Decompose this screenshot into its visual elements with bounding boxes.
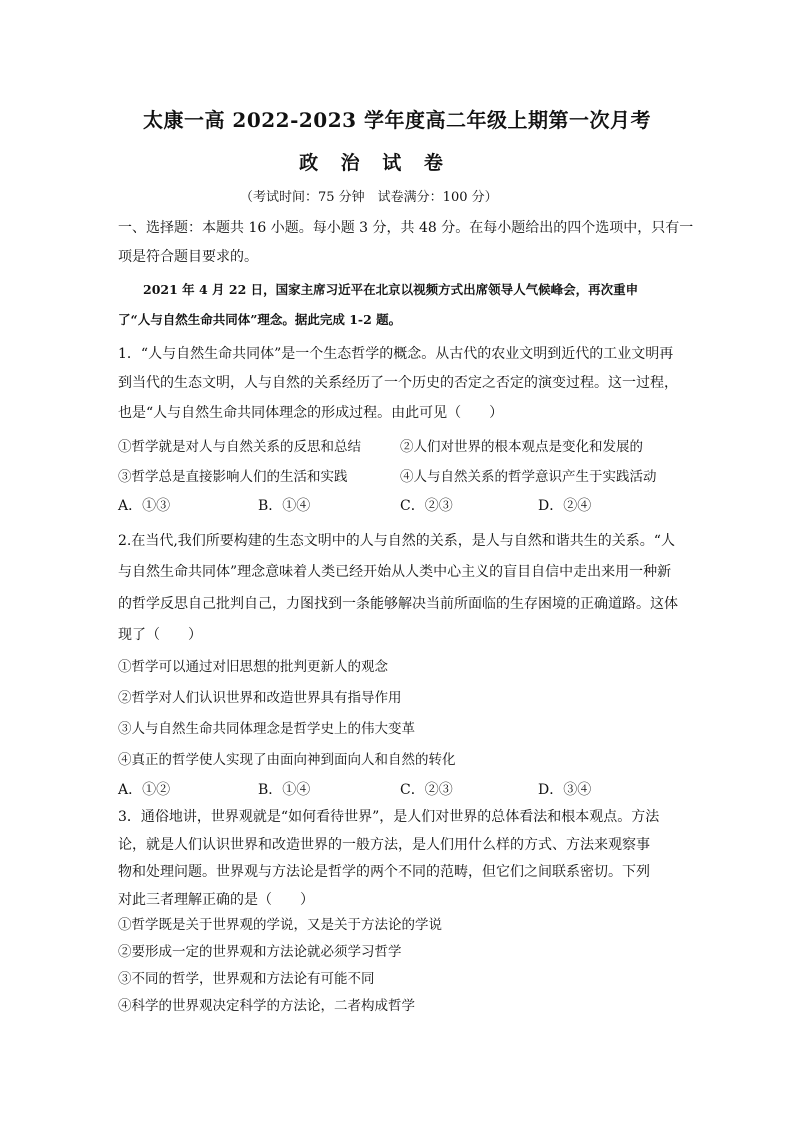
q1-statement-1: ①哲学就是对人与自然关系的反思和总结 bbox=[118, 439, 361, 455]
q2-stem-line-3: 的哲学反思自己批判自己，力图找到一条能够解决当前所面临的生存困境的正确道路。这体 bbox=[118, 596, 678, 612]
subject-title: 政 治 试 卷 bbox=[299, 152, 451, 174]
q3-stem-line-1: 3．通俗地讲，世界观就是“如何看待世界”，是人们对世界的总体看法和根本观点。方法 bbox=[118, 809, 660, 825]
exam-title: 太康一高 2022-2023 学年度高二年级上期第一次月考 bbox=[142, 108, 652, 132]
q1-stem-line-1: 1．“人与自然生命共同体”是一个生态哲学的概念。从古代的农业文明到近代的工业文明再 bbox=[118, 346, 674, 362]
q2-statement-1: ①哲学可以通过对旧思想的批判更新人的观念 bbox=[118, 659, 388, 675]
q2-choice-a: A．①② bbox=[118, 782, 171, 798]
q1-stem-line-3: 也是“人与自然生命共同体理念的形成过程。由此可见（ ） bbox=[118, 405, 504, 421]
q3-statement-3: ③不同的哲学，世界观和方法论有可能不同 bbox=[118, 971, 375, 987]
q3-stem-line-4: 对此三者理解正确的是（ ） bbox=[118, 892, 314, 908]
q3-stem-line-2: 论，就是人们认识世界和改造世界的一般方法，是人们用什么样的方式、方法来观察事 bbox=[118, 837, 650, 853]
exam-meta: （考试时间：75 分钟 试卷满分：100 分） bbox=[240, 190, 498, 205]
q1-stem-line-2: 到当代的生态文明，人与自然的关系经历了一个历史的否定之否定的演变过程。这一过程， bbox=[118, 375, 678, 391]
q2-choice-b: B．①④ bbox=[258, 782, 311, 798]
q2-stem-line-4: 现了（ ） bbox=[118, 627, 202, 643]
q2-choice-d: D．③④ bbox=[538, 782, 592, 798]
q2-statement-4: ④真正的哲学使人实现了由面向神到面向人和自然的转化 bbox=[118, 752, 456, 768]
section-intro-line-1: 一、选择题：本题共 16 小题。每小题 3 分，共 48 分。在每小题给出的四个选项中，只有一 bbox=[118, 220, 694, 236]
q2-stem-line-1: 2.在当代,我们所要构建的生态文明中的人与自然的关系，是人与自然和谐共生的关系。“人 bbox=[118, 533, 675, 549]
q2-statement-3: ③人与自然生命共同体理念是哲学史上的伟大变革 bbox=[118, 721, 415, 737]
q2-stem-line-2: 与自然生命共同体”理念意味着人类已经开始从人类中心主义的盲目自信中走出来用一种新 bbox=[118, 564, 672, 580]
q1-choice-c: C．②③ bbox=[400, 498, 453, 514]
q1-statement-2: ②人们对世界的根本观点是变化和发展的 bbox=[400, 439, 643, 455]
q1-choice-d: D．②④ bbox=[538, 498, 592, 514]
q3-statement-2: ②要形成一定的世界观和方法论就必须学习哲学 bbox=[118, 944, 402, 960]
q3-stem-line-3: 物和处理问题。世界观与方法论是哲学的两个不同的范畴，但它们之间联系密切。下列 bbox=[118, 864, 650, 880]
passage-line-1: 2021 年 4 月 22 日，国家主席习近平在北京以视频方式出席领导人气候峰会，再次重申 bbox=[118, 282, 639, 297]
q1-statement-3: ③哲学总是直接影响人们的生活和实践 bbox=[118, 469, 348, 485]
q1-statement-4: ④人与自然关系的哲学意识产生于实践活动 bbox=[400, 469, 657, 485]
q1-choice-a: A．①③ bbox=[118, 498, 171, 514]
passage-line-2: 了“人与自然生命共同体”理念。据此完成 1-2 题。 bbox=[118, 312, 402, 327]
q2-choice-c: C．②③ bbox=[400, 782, 453, 798]
q2-statement-2: ②哲学对人们认识世界和改造世界具有指导作用 bbox=[118, 690, 402, 706]
q3-statement-4: ④科学的世界观决定科学的方法论，二者构成哲学 bbox=[118, 998, 415, 1014]
q3-statement-1: ①哲学既是关于世界观的学说，又是关于方法论的学说 bbox=[118, 917, 442, 933]
section-intro-line-2: 项是符合题目要求的。 bbox=[118, 249, 258, 265]
q1-choice-b: B．①④ bbox=[258, 498, 311, 514]
